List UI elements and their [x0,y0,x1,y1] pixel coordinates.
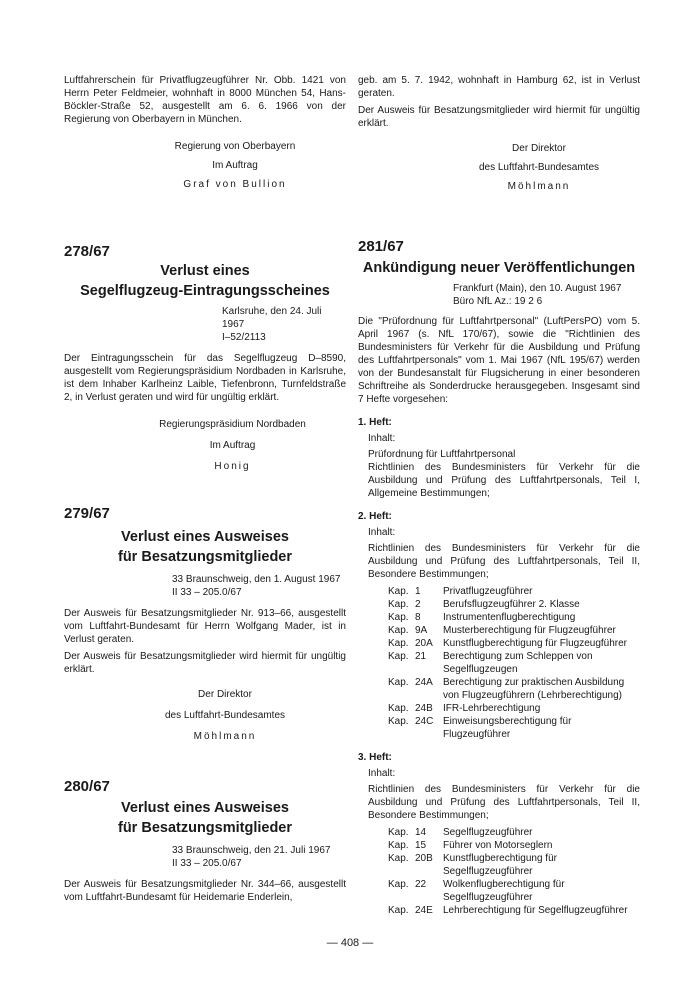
list-item: Kap. 2 Berufsflugzeugführer 2. Klasse [388,599,580,610]
heft-label: 3. Heft: [358,752,392,763]
notice-279 [64,505,346,743]
page-number: — 408 — [326,937,374,949]
notice-281 [358,238,640,917]
kap-list [358,826,640,917]
list-item: Kap. 24C Einweisungsberechtigung für Flugzeugführer [388,716,572,740]
heft-3: 3. Heft: Inhalt: Richtlinien des Bundesministers für Verkehr für die Ausbildung und Prüfung des Luftfahrtpersonals, Teil II, Besondere Bestimmungen; Kap. 14 Segelflugzeugführer Kap. 15 Führer von Motorseglern Kap. 20B Kunstflugberechtigung für Segelflugzeugführer Kap. 22 Wolkenflugberechtigung für Segelflugzeugführer Kap. 24E Lehrberechtigung für Segelflugzeugführer [358,752,640,916]
continued-notice: geb. am 5. 7. 1942, wohnhaft in Hamburg 62, ist in Verlust geraten. Der Ausweis für Besatzungsmitglieder wird hiermit für ungültig erklärt. Der Direktor des Luftfahrt-Bundesamtes Möhlmann [358,75,640,192]
list-item: Kap. 20B Kunstflugberechtigung für Segelflugzeugführer [388,853,557,877]
list-item: Kap. 22 Wolkenflugberechtigung für Segelflugzeugführer [388,879,565,903]
notice-body: Der Ausweis für Besatzungsmitglieder Nr. 344–66, ausgestellt vom Luftfahrt-Bundesamt für Heidemarie Enderlein, [64,879,346,903]
notice-title: Verlust eines Ausweises [121,529,289,545]
notice-meta: Frankfurt (Main), den 10. August 1967 Büro NfL Az.: 19 2 6 [453,283,622,307]
notice-280 [64,778,346,904]
notice-signature: Regierungspräsidium Nordbaden Im Auftrag Honig [159,419,306,472]
list-item: Kap. 24B IFR-Lehrberechtigung [388,703,541,714]
list-item: Kap. 20A Kunstflugberechtigung für Flugzeugführer [388,638,628,649]
heft-1: 1. Heft: Inhalt: Prüfordnung für Luftfahrtpersonal Richtlinien des Bundesministers für Verkehr für die Ausbildung und Prüfung des Luftfahrtpersonals, Teil I, Allgemeine Bestimmungen; [358,417,640,499]
intro-text: Luftfahrerschein für Privatflugzeugführer Nr. Obb. 1421 von Herrn Peter Feldmeier, wohnhaft in 8000 München 54, Hans-Böckler-Straße 52, ausgestellt am 6. 6. 1966 von der Regierung von Oberbayern in München. [64,75,346,125]
notice-body: Die "Prüfordnung für Luftfahrtpersonal" (LuftPersPO) vom 5. April 1967 (s. NfL 170/67), sowie die "Richtlinien des Bundesministers für Verkehr für die Ausbildung und Prüfung des Luftfahrtpersonals" vom 1. Mai 1967 (NfL 195/67) werden von der Bundesanstalt für Flugsicherung in einer besonderen Schriftreihe als Sonderdrucke herausgegeben. Insgesamt sind 7 Hefte vorgesehen: [358,316,640,405]
notice-body: Der Ausweis für Besatzungsmitglieder wird hiermit für ungültig erklärt. [64,651,346,675]
notice-title: Verlust eines [160,263,250,279]
intro-signature: Regierung von Oberbayern Im Auftrag Graf von Bullion [174,141,296,190]
notice-meta: 33 Braunschweig, den 1. August 1967 II 33 – 205.0/67 [172,574,341,598]
notice-title: für Besatzungsmitglieder [117,549,293,565]
list-item: Kap. 24E Lehrberechtigung für Segelflugzeugführer [388,905,628,916]
notice-meta: Karlsruhe, den 24. Juli 1967 I–52/2113 [222,306,322,343]
notice-body: Der Eintragungsschein für das Segelflugzeug D–8590, ausgestellt vom Regierungspräsidium Nordbaden in Karlsruhe, ist dem Inhaber Karlheinz Laible, Tiefenbronn, Turnfeldstraße 2, in Verlust geraten und wird für ungültig erklärt. [64,353,346,403]
heft-2: 2. Heft: Inhalt: Richtlinien des Bundesministers für Verkehr für die Ausbildung und Prüfung des Luftfahrtpersonals, Teil II, Besondere Bestimmungen; Kap. 1 Privatflugzeugführer Kap. 2 Berufsflugzeugführer 2. Klasse Kap. 8 Instrumentenflugberechtigung Kap. 9A Musterberechtigung für Flugzeugführer Kap. 20A Kunstflugberechtigung für Flugzeugführer Kap. 21 Berechtigung zum Schleppen von Segelflugzeugen Kap. 24A Berechtigung zur praktischen Ausbildung von Flugzeugführern (Lehrberechtigung) Kap. 24B IFR-Lehrberechtigung Kap. 24C Einweisungsberechtigung für Flugzeugführer [358,511,640,740]
notice-number: 279/67 [64,505,110,522]
notice-number: 280/67 [64,778,110,795]
notice-278 [64,243,346,473]
list-item: Kap. 1 Privatflugzeugführer [388,586,533,597]
heft-label: 2. Heft: [358,511,392,522]
notice-title: für Besatzungsmitglieder [117,820,293,836]
notice-signature: Der Direktor des Luftfahrt-Bundesamtes Möhlmann [164,689,286,742]
list-item: Kap. 14 Segelflugzeugführer [388,827,533,838]
list-item: Kap. 15 Führer von Motorseglern [388,840,553,851]
notice-number: 281/67 [358,238,404,255]
continued-signature: Der Direktor des Luftfahrt-Bundesamtes Möhlmann [478,143,600,192]
notice-number: 278/67 [64,243,110,260]
list-item: Kap. 8 Instrumentenflugberechtigung [388,612,576,623]
heft-label: 1. Heft: [358,417,392,428]
notice-title: Segelflugzeug-Eintragungsscheines [80,283,330,299]
intro-notice [64,74,346,126]
notice-meta: 33 Braunschweig, den 21. Juli 1967 II 33 – 205.0/67 [172,845,331,869]
list-item: Kap. 21 Berechtigung zum Schleppen von Segelflugzeugen [388,651,593,675]
notice-title: Verlust eines Ausweises [121,800,289,816]
list-item: Kap. 9A Musterberechtigung für Flugzeugführer [388,625,616,636]
notice-title: Ankündigung neuer Veröffentlichungen [362,260,636,276]
notice-body: Der Ausweis für Besatzungsmitglieder Nr. 913–66, ausgestellt vom Luftfahrt-Bundesamt für Herrn Wolfgang Mader, ist in Verlust geraten. [64,608,346,645]
list-item: Kap. 24A Berechtigung zur praktischen Ausbildung von Flugzeugführern (Lehrberechtigung) [388,677,625,701]
kap-list [358,585,640,741]
